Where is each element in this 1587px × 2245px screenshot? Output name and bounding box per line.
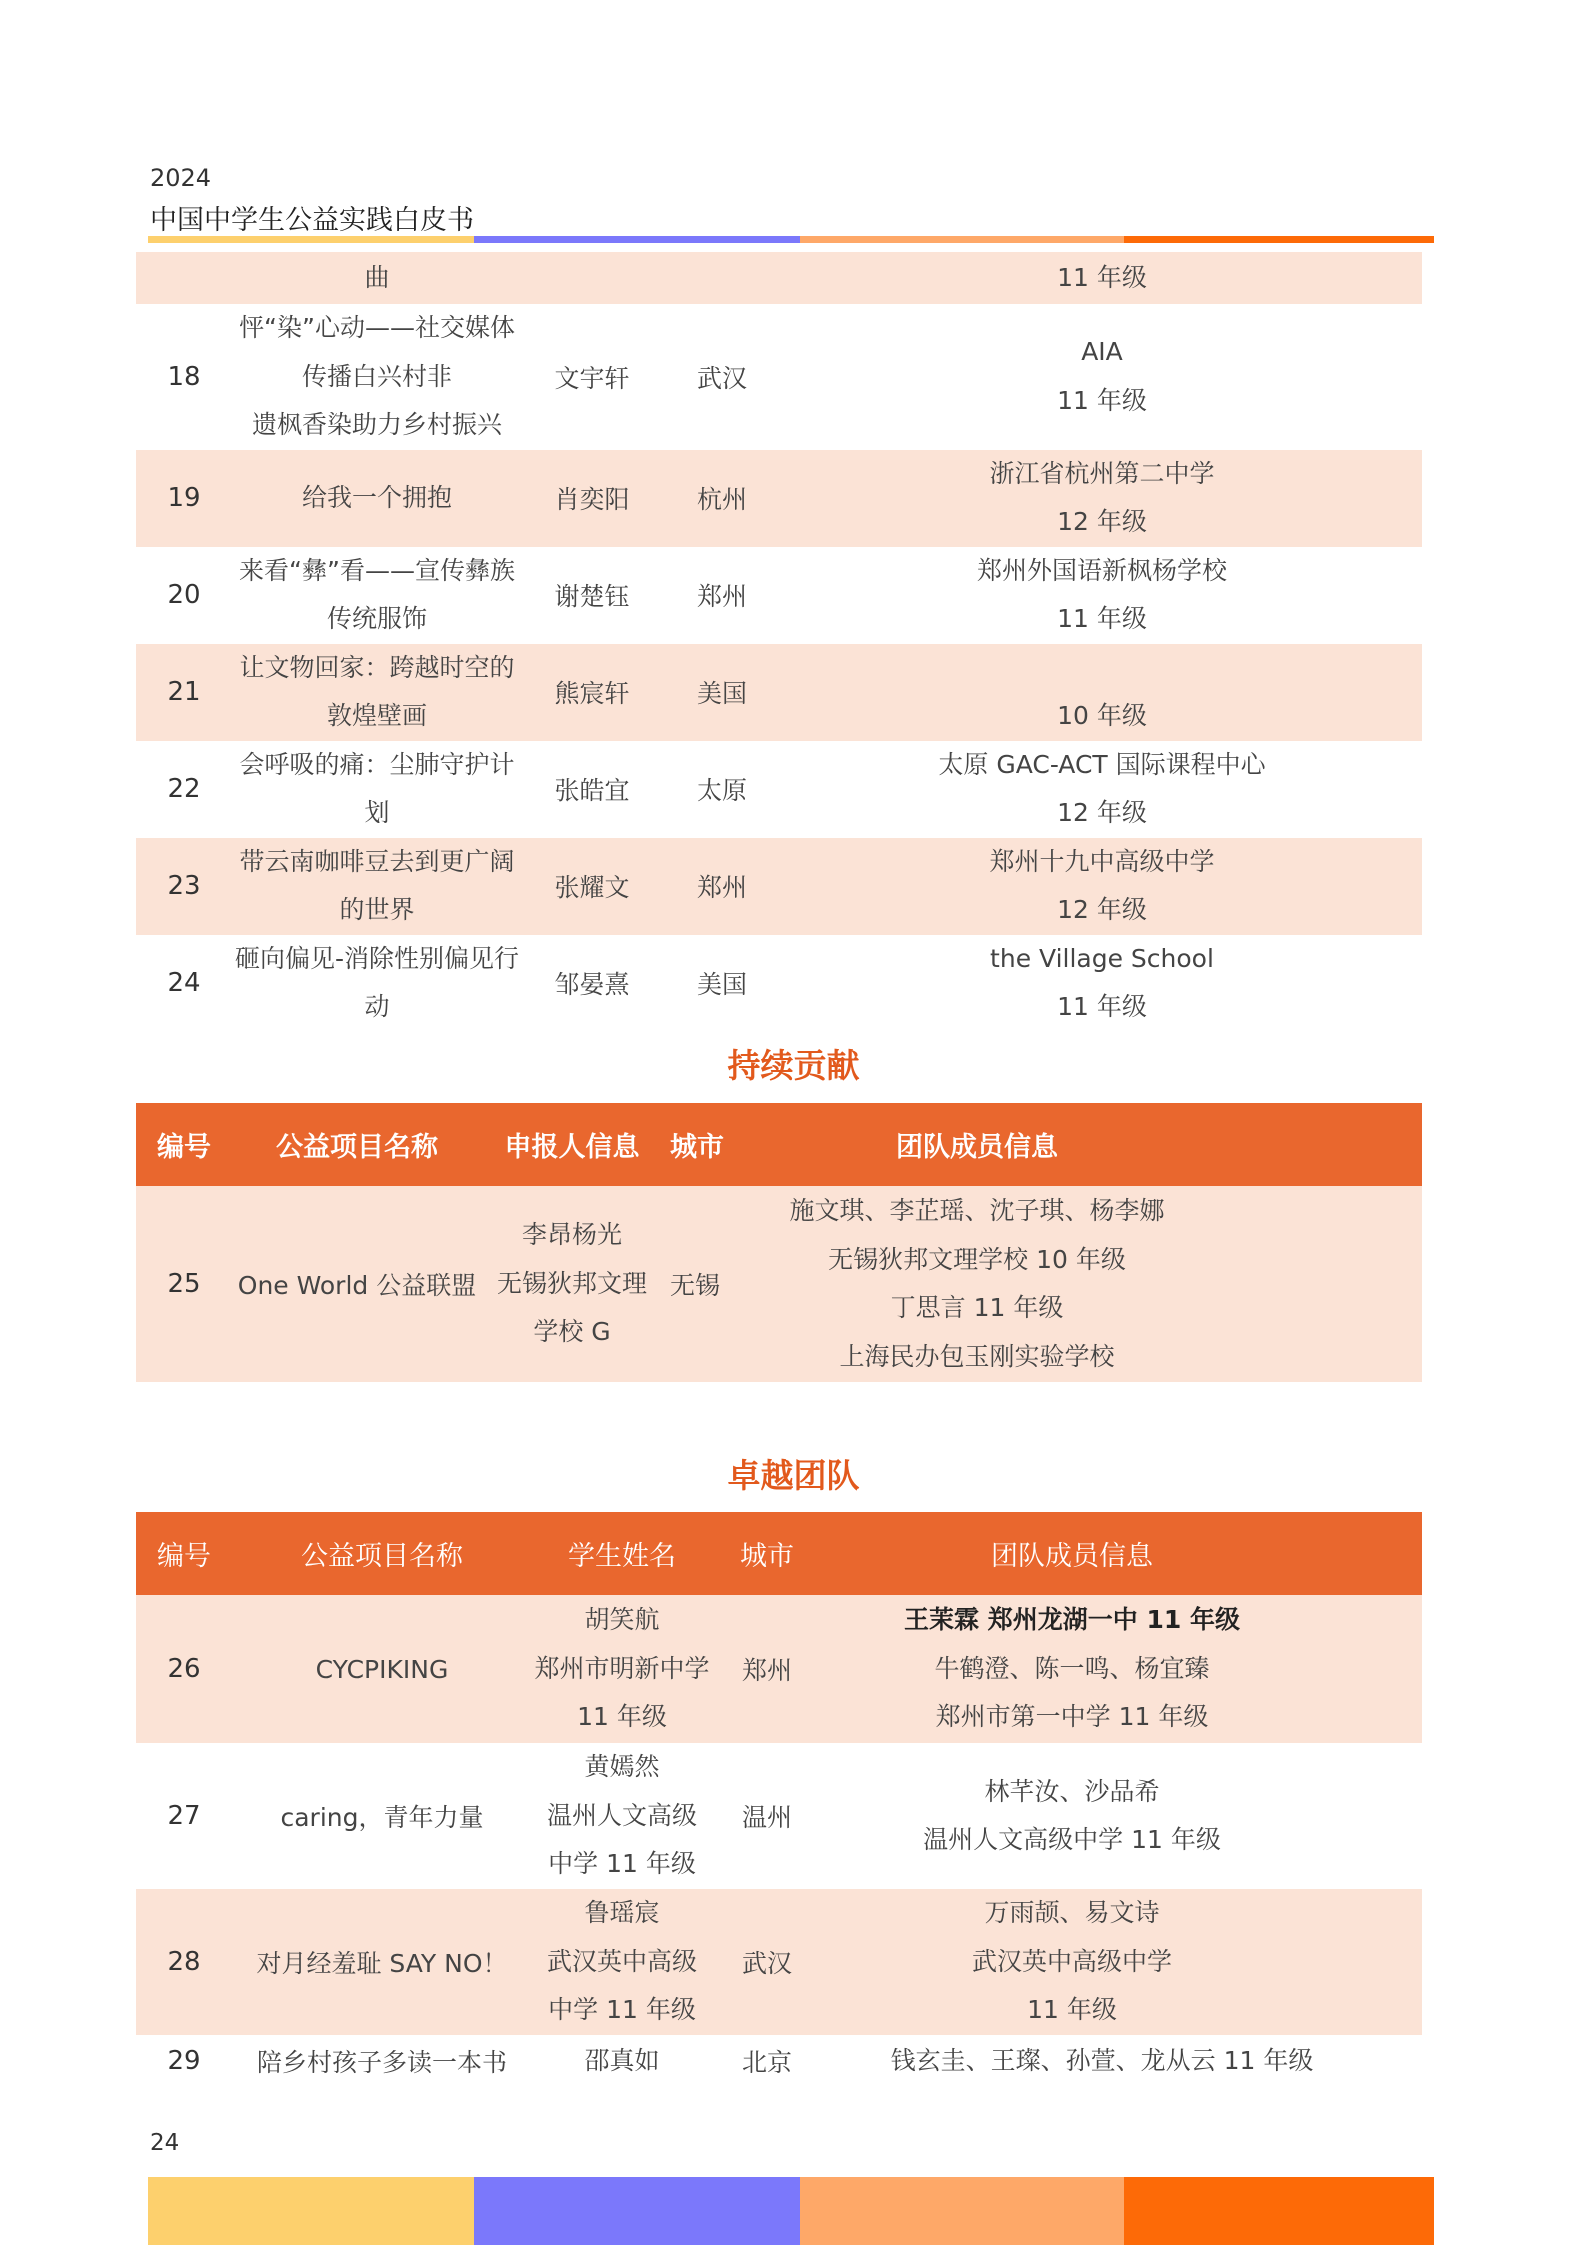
header-cell: 公益项目名称 <box>232 1103 482 1186</box>
section-title-excellent-team: 卓越团队 <box>727 1456 860 1495</box>
section-title-sustained: 持续贡献 <box>727 1046 860 1085</box>
school-info: 浙江省杭州第二中学 12 年级 <box>782 450 1422 547</box>
table-row <box>136 304 1422 450</box>
team-members: 施文琪、李芷瑶、沈子琪、杨李娜 无锡狄邦文理学校 10 年级 丁思言 11 年级 上海民办包玉刚实验学校 <box>772 1186 1422 1382</box>
school-info: 太原 GAC-ACT 国际课程中心 12 年级 <box>782 741 1422 838</box>
team-members: 万雨颉、易文诗 武汉英中高级中学 11 年级 <box>822 1889 1422 2035</box>
student-name: 鲁瑶宸 武汉英中高级 中学 11 年级 <box>532 1889 712 2035</box>
page-number: 24 <box>150 2130 180 2156</box>
city: 太原 <box>662 741 782 838</box>
city: 无锡 <box>662 1186 772 1382</box>
project-name: 对月经羞耻 SAY NO！ <box>232 1889 532 2035</box>
table-row <box>136 450 1422 547</box>
project-name: 带云南咖啡豆去到更广阔的世界 <box>232 838 522 935</box>
row-number: 21 <box>136 644 232 741</box>
applicant: 熊宸轩 <box>522 644 662 741</box>
city <box>662 252 782 304</box>
header-cell: 团队成员信息 <box>822 1512 1422 1595</box>
school-info: 10 年级 <box>782 644 1422 741</box>
project-name: CYCPIKING <box>232 1595 532 1743</box>
city: 武汉 <box>712 1889 822 2035</box>
applicant: 谢楚钰 <box>522 547 662 644</box>
student-name: 黄嫣然 温州人文高级 中学 11 年级 <box>532 1743 712 1889</box>
city: 温州 <box>712 1743 822 1889</box>
applicant: 邹晏熹 <box>522 935 662 1032</box>
row-number: 26 <box>136 1595 232 1743</box>
city: 郑州 <box>712 1595 822 1743</box>
table-row <box>136 935 1422 1032</box>
table-row <box>136 838 1422 935</box>
table-row <box>136 1889 1422 2035</box>
school-info: 郑州十九中高级中学 12 年级 <box>782 838 1422 935</box>
row-number: 19 <box>136 450 232 547</box>
table-row <box>136 547 1422 644</box>
header-cell: 团队成员信息 <box>772 1103 1422 1186</box>
row-number: 27 <box>136 1743 232 1889</box>
school-info: 郑州外国语新枫杨学校 11 年级 <box>782 547 1422 644</box>
team-members: 林芊汝、沙品希 温州人文高级中学 11 年级 <box>822 1743 1422 1889</box>
city: 杭州 <box>662 450 782 547</box>
project-name: 怦“染”心动——社交媒体传播白兴村非 遗枫香染助力乡村振兴 <box>232 304 522 450</box>
project-name: 陪乡村孩子多读一本书 <box>232 2035 532 2087</box>
city: 郑州 <box>662 547 782 644</box>
school-info: 11 年级 <box>782 252 1422 304</box>
project-name: One World 公益联盟 <box>232 1186 482 1382</box>
sustained-contribution-table <box>136 1103 1422 1382</box>
footer-color-stripe <box>148 2177 1434 2245</box>
header-cell: 编号 <box>136 1512 232 1595</box>
table-row <box>136 1595 1422 1743</box>
header-color-stripe <box>148 236 1434 243</box>
applicant: 肖奕阳 <box>522 450 662 547</box>
row-number: 24 <box>136 935 232 1032</box>
row-number: 25 <box>136 1186 232 1382</box>
project-name: 会呼吸的痛：尘肺守护计划 <box>232 741 522 838</box>
table-row <box>136 1186 1422 1382</box>
row-number <box>136 252 232 304</box>
row-number: 29 <box>136 2035 232 2087</box>
project-name: 砸向偏见-消除性别偏见行动 <box>232 935 522 1032</box>
header-year: 2024 <box>150 164 212 192</box>
applicant: 张耀文 <box>522 838 662 935</box>
city: 郑州 <box>662 838 782 935</box>
table-row <box>136 1743 1422 1889</box>
applicant: 李昂杨光 无锡狄邦文理 学校 G <box>482 1186 662 1382</box>
excellent-team-table <box>136 1512 1422 2087</box>
header-cell: 城市 <box>662 1103 772 1186</box>
table-row <box>136 644 1422 741</box>
row-number: 23 <box>136 838 232 935</box>
table-header-row <box>136 1512 1422 1595</box>
header-cell: 编号 <box>136 1103 232 1186</box>
applicant <box>522 252 662 304</box>
header-cell: 申报人信息 <box>482 1103 662 1186</box>
header-cell: 学生姓名 <box>532 1512 712 1595</box>
school-info: AIA 11 年级 <box>782 304 1422 450</box>
table-row <box>136 741 1422 838</box>
project-table-continued <box>136 252 1422 1032</box>
row-number: 28 <box>136 1889 232 2035</box>
project-name: 让文物回家：跨越时空的敦煌壁画 <box>232 644 522 741</box>
row-number: 22 <box>136 741 232 838</box>
project-name: 曲 <box>232 252 522 304</box>
header-title: 中国中学生公益实践白皮书 <box>150 205 474 236</box>
header-cell: 公益项目名称 <box>232 1512 532 1595</box>
project-name: 给我一个拥抱 <box>232 450 522 547</box>
project-name: 来看“彝”看——宣传彝族传统服饰 <box>232 547 522 644</box>
row-number: 20 <box>136 547 232 644</box>
applicant: 张皓宜 <box>522 741 662 838</box>
student-name: 胡笑航 郑州市明新中学 11 年级 <box>532 1595 712 1743</box>
table-header-row <box>136 1103 1422 1186</box>
table-row <box>136 252 1422 304</box>
team-members: 王茉霖 郑州龙湖一中 11 年级 牛鹤澄、陈一鸣、杨宜臻 郑州市第一中学 11 年级 <box>822 1595 1422 1743</box>
city: 美国 <box>662 935 782 1032</box>
student-name: 邵真如 <box>532 2035 712 2087</box>
project-name: caring，青年力量 <box>232 1743 532 1889</box>
city: 美国 <box>662 644 782 741</box>
header-cell: 城市 <box>712 1512 822 1595</box>
city: 武汉 <box>662 304 782 450</box>
school-info: the Village School 11 年级 <box>782 935 1422 1032</box>
applicant: 文宇轩 <box>522 304 662 450</box>
team-members: 钱玄圭、王璨、孙萱、龙从云 11 年级 <box>822 2035 1422 2087</box>
row-number: 18 <box>136 304 232 450</box>
table-row <box>136 2035 1422 2087</box>
city: 北京 <box>712 2035 822 2087</box>
